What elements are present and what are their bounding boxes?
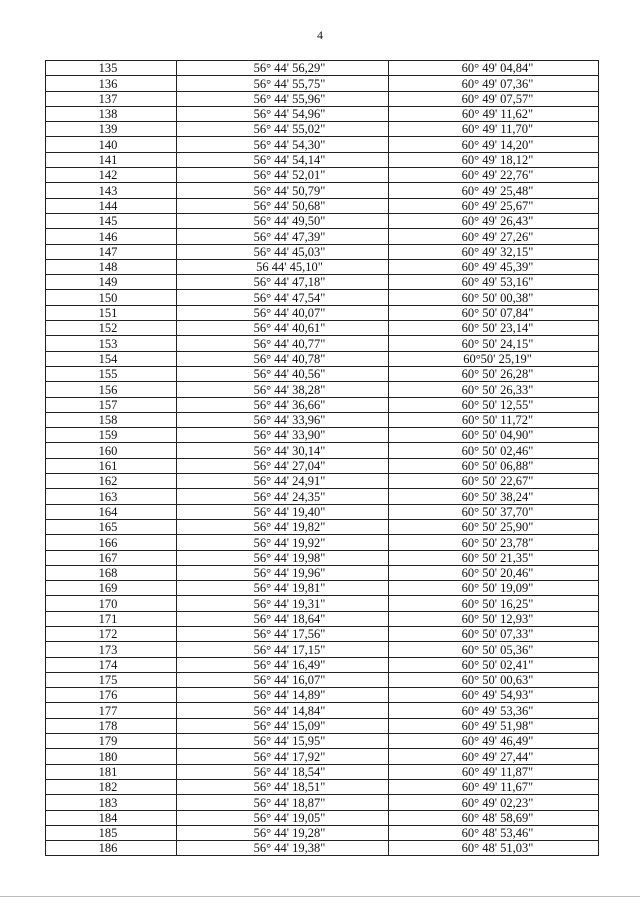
table-row [46, 428, 599, 443]
table-row [46, 596, 599, 611]
longitude-cell: 60° 49' 14,20" [389, 137, 599, 152]
latitude-cell: 56° 44' 16,07" [177, 672, 389, 687]
latitude-cell: 56° 44' 54,14" [177, 152, 389, 167]
latitude-cell: 56° 44' 24,35" [177, 489, 389, 504]
point-number-cell: 154 [46, 351, 177, 366]
point-number-cell: 163 [46, 489, 177, 504]
latitude-cell: 56° 44' 47,18" [177, 275, 389, 290]
latitude-cell: 56° 44' 50,68" [177, 198, 389, 213]
table-row [46, 642, 599, 657]
latitude-cell: 56° 44' 40,07" [177, 305, 389, 320]
table-row [46, 290, 599, 305]
longitude-cell: 60° 50' 12,55" [389, 397, 599, 412]
longitude-cell: 60° 50' 07,84" [389, 305, 599, 320]
longitude-cell: 60° 49' 11,87" [389, 764, 599, 779]
table-row [46, 397, 599, 412]
latitude-cell: 56° 44' 14,84" [177, 703, 389, 718]
longitude-cell: 60° 50' 06,88" [389, 458, 599, 473]
table-row [46, 443, 599, 458]
latitude-cell: 56° 44' 27,04" [177, 458, 389, 473]
latitude-cell: 56° 44' 30,14" [177, 443, 389, 458]
table-row [46, 703, 599, 718]
table-row [46, 734, 599, 749]
table-row [46, 152, 599, 167]
longitude-cell: 60° 50' 20,46" [389, 565, 599, 580]
longitude-cell: 60° 50' 26,28" [389, 366, 599, 381]
point-number-cell: 170 [46, 596, 177, 611]
table-row [46, 672, 599, 687]
longitude-cell: 60° 50' 16,25" [389, 596, 599, 611]
point-number-cell: 169 [46, 581, 177, 596]
table-row [46, 137, 599, 152]
point-number-cell: 179 [46, 734, 177, 749]
latitude-cell: 56° 44' 19,81" [177, 581, 389, 596]
latitude-cell: 56° 44' 19,38" [177, 841, 389, 856]
latitude-cell: 56° 44' 14,89" [177, 688, 389, 703]
point-number-cell: 176 [46, 688, 177, 703]
point-number-cell: 165 [46, 519, 177, 534]
table-row [46, 718, 599, 733]
longitude-cell: 60° 49' 53,16" [389, 275, 599, 290]
latitude-cell: 56° 44' 50,79" [177, 183, 389, 198]
latitude-cell: 56° 44' 15,95" [177, 734, 389, 749]
point-number-cell: 172 [46, 626, 177, 641]
point-number-cell: 155 [46, 366, 177, 381]
point-number-cell: 144 [46, 198, 177, 213]
latitude-cell: 56° 44' 17,56" [177, 626, 389, 641]
point-number-cell: 160 [46, 443, 177, 458]
latitude-cell: 56° 44' 15,09" [177, 718, 389, 733]
latitude-cell: 56° 44' 18,51" [177, 779, 389, 794]
table-row [46, 550, 599, 565]
table-row [46, 795, 599, 810]
table-row [46, 122, 599, 137]
latitude-cell: 56° 44' 17,92" [177, 749, 389, 764]
table-row [46, 305, 599, 320]
latitude-cell: 56° 44' 55,96" [177, 91, 389, 106]
point-number-cell: 162 [46, 474, 177, 489]
latitude-cell: 56° 44' 47,39" [177, 229, 389, 244]
longitude-cell: 60° 50' 00,63" [389, 672, 599, 687]
page-number: 4 [317, 28, 323, 42]
point-number-cell: 148 [46, 259, 177, 274]
longitude-cell: 60° 49' 07,36" [389, 76, 599, 91]
longitude-cell: 60° 49' 53,36" [389, 703, 599, 718]
point-number-cell: 173 [46, 642, 177, 657]
longitude-cell: 60° 50' 19,09" [389, 581, 599, 596]
latitude-cell: 56° 44' 40,61" [177, 321, 389, 336]
longitude-cell: 60° 48' 51,03" [389, 841, 599, 856]
table-row [46, 61, 599, 76]
longitude-cell: 60° 49' 25,67" [389, 198, 599, 213]
longitude-cell: 60° 49' 25,48" [389, 183, 599, 198]
latitude-cell: 56° 44' 19,92" [177, 535, 389, 550]
table-row [46, 474, 599, 489]
point-number-cell: 166 [46, 535, 177, 550]
point-number-cell: 180 [46, 749, 177, 764]
longitude-cell: 60° 50' 37,70" [389, 504, 599, 519]
table-row [46, 764, 599, 779]
longitude-cell: 60° 50' 22,67" [389, 474, 599, 489]
table-row [46, 168, 599, 183]
longitude-cell: 60° 50' 07,33" [389, 626, 599, 641]
longitude-cell: 60° 50' 26,33" [389, 382, 599, 397]
latitude-cell: 56° 44' 24,91" [177, 474, 389, 489]
longitude-cell: 60° 49' 22,76" [389, 168, 599, 183]
table-row [46, 535, 599, 550]
longitude-cell: 60° 49' 32,15" [389, 244, 599, 259]
point-number-cell: 137 [46, 91, 177, 106]
latitude-cell: 56° 44' 16,49" [177, 657, 389, 672]
table-row [46, 688, 599, 703]
longitude-cell: 60° 50' 24,15" [389, 336, 599, 351]
longitude-cell: 60° 50' 21,35" [389, 550, 599, 565]
latitude-cell: 56° 44' 19,96" [177, 565, 389, 580]
table-row [46, 229, 599, 244]
latitude-cell: 56° 44' 54,30" [177, 137, 389, 152]
table-row [46, 351, 599, 366]
point-number-cell: 175 [46, 672, 177, 687]
point-number-cell: 168 [46, 565, 177, 580]
longitude-cell: 60° 50' 00,38" [389, 290, 599, 305]
point-number-cell: 181 [46, 764, 177, 779]
point-number-cell: 171 [46, 611, 177, 626]
table-row [46, 336, 599, 351]
point-number-cell: 186 [46, 841, 177, 856]
point-number-cell: 183 [46, 795, 177, 810]
latitude-cell: 56° 44' 18,87" [177, 795, 389, 810]
point-number-cell: 135 [46, 61, 177, 76]
latitude-cell: 56° 44' 49,50" [177, 213, 389, 228]
point-number-cell: 145 [46, 213, 177, 228]
point-number-cell: 152 [46, 321, 177, 336]
table-row [46, 458, 599, 473]
longitude-cell: 60° 49' 51,98" [389, 718, 599, 733]
table-row [46, 519, 599, 534]
latitude-cell: 56° 44' 38,28" [177, 382, 389, 397]
longitude-cell: 60° 49' 27,44" [389, 749, 599, 764]
latitude-cell: 56° 44' 19,82" [177, 519, 389, 534]
table-row [46, 198, 599, 213]
longitude-cell: 60° 50' 11,72" [389, 412, 599, 427]
longitude-cell: 60° 50' 02,41" [389, 657, 599, 672]
latitude-cell: 56° 44' 33,96" [177, 412, 389, 427]
point-number-cell: 143 [46, 183, 177, 198]
latitude-cell: 56° 44' 52,01" [177, 168, 389, 183]
longitude-cell: 60° 49' 18,12" [389, 152, 599, 167]
longitude-cell: 60° 49' 02,23" [389, 795, 599, 810]
latitude-cell: 56° 44' 47,54" [177, 290, 389, 305]
longitude-cell: 60° 50' 23,78" [389, 535, 599, 550]
table-row [46, 321, 599, 336]
longitude-cell: 60°50' 25,19" [389, 351, 599, 366]
table-row [46, 106, 599, 121]
table-row [46, 841, 599, 856]
table-row [46, 412, 599, 427]
point-number-cell: 142 [46, 168, 177, 183]
table-row [46, 626, 599, 641]
longitude-cell: 60° 49' 04,84" [389, 61, 599, 76]
point-number-cell: 147 [46, 244, 177, 259]
table-row [46, 504, 599, 519]
table-row [46, 581, 599, 596]
latitude-cell: 56° 44' 40,56" [177, 366, 389, 381]
table-row [46, 489, 599, 504]
point-number-cell: 151 [46, 305, 177, 320]
table-row [46, 825, 599, 840]
point-number-cell: 157 [46, 397, 177, 412]
latitude-cell: 56° 44' 18,54" [177, 764, 389, 779]
longitude-cell: 60° 49' 46,49" [389, 734, 599, 749]
longitude-cell: 60° 49' 45,39" [389, 259, 599, 274]
point-number-cell: 167 [46, 550, 177, 565]
table-row [46, 213, 599, 228]
latitude-cell: 56 44' 45,10" [177, 259, 389, 274]
latitude-cell: 56° 44' 45,03" [177, 244, 389, 259]
table-row [46, 366, 599, 381]
latitude-cell: 56° 44' 19,40" [177, 504, 389, 519]
latitude-cell: 56° 44' 55,02" [177, 122, 389, 137]
table-row [46, 779, 599, 794]
table-row [46, 76, 599, 91]
point-number-cell: 140 [46, 137, 177, 152]
table-row [46, 275, 599, 290]
point-number-cell: 146 [46, 229, 177, 244]
longitude-cell: 60° 49' 07,57" [389, 91, 599, 106]
table-row [46, 183, 599, 198]
table-row [46, 565, 599, 580]
point-number-cell: 185 [46, 825, 177, 840]
point-number-cell: 138 [46, 106, 177, 121]
latitude-cell: 56° 44' 17,15" [177, 642, 389, 657]
longitude-cell: 60° 50' 04,90" [389, 428, 599, 443]
table-row [46, 749, 599, 764]
table-row [46, 611, 599, 626]
page-bottom-divider [0, 896, 640, 897]
point-number-cell: 141 [46, 152, 177, 167]
latitude-cell: 56° 44' 19,05" [177, 810, 389, 825]
longitude-cell: 60° 50' 38,24" [389, 489, 599, 504]
latitude-cell: 56° 44' 54,96" [177, 106, 389, 121]
latitude-cell: 56° 44' 18,64" [177, 611, 389, 626]
longitude-cell: 60° 49' 11,67" [389, 779, 599, 794]
longitude-cell: 60° 49' 26,43" [389, 213, 599, 228]
latitude-cell: 56° 44' 40,77" [177, 336, 389, 351]
point-number-cell: 139 [46, 122, 177, 137]
longitude-cell: 60° 49' 54,93" [389, 688, 599, 703]
point-number-cell: 184 [46, 810, 177, 825]
table-row [46, 259, 599, 274]
latitude-cell: 56° 44' 55,75" [177, 76, 389, 91]
table-row [46, 91, 599, 106]
point-number-cell: 149 [46, 275, 177, 290]
longitude-cell: 60° 50' 23,14" [389, 321, 599, 336]
point-number-cell: 177 [46, 703, 177, 718]
table-row [46, 810, 599, 825]
point-number-cell: 136 [46, 76, 177, 91]
point-number-cell: 178 [46, 718, 177, 733]
point-number-cell: 153 [46, 336, 177, 351]
coordinates-table [45, 60, 599, 856]
longitude-cell: 60° 48' 58,69" [389, 810, 599, 825]
latitude-cell: 56° 44' 36,66" [177, 397, 389, 412]
latitude-cell: 56° 44' 19,28" [177, 825, 389, 840]
table-row [46, 244, 599, 259]
point-number-cell: 156 [46, 382, 177, 397]
longitude-cell: 60° 50' 05,36" [389, 642, 599, 657]
point-number-cell: 161 [46, 458, 177, 473]
longitude-cell: 60° 50' 02,46" [389, 443, 599, 458]
longitude-cell: 60° 50' 25,90" [389, 519, 599, 534]
longitude-cell: 60° 49' 27,26" [389, 229, 599, 244]
longitude-cell: 60° 50' 12,93" [389, 611, 599, 626]
point-number-cell: 174 [46, 657, 177, 672]
latitude-cell: 56° 44' 56,29" [177, 61, 389, 76]
table-row [46, 657, 599, 672]
latitude-cell: 56° 44' 40,78" [177, 351, 389, 366]
latitude-cell: 56° 44' 33,90" [177, 428, 389, 443]
longitude-cell: 60° 49' 11,62" [389, 106, 599, 121]
longitude-cell: 60° 49' 11,70" [389, 122, 599, 137]
latitude-cell: 56° 44' 19,31" [177, 596, 389, 611]
latitude-cell: 56° 44' 19,98" [177, 550, 389, 565]
point-number-cell: 182 [46, 779, 177, 794]
point-number-cell: 158 [46, 412, 177, 427]
point-number-cell: 159 [46, 428, 177, 443]
point-number-cell: 164 [46, 504, 177, 519]
table-row [46, 382, 599, 397]
coordinates-table-body [46, 61, 599, 856]
longitude-cell: 60° 48' 53,46" [389, 825, 599, 840]
point-number-cell: 150 [46, 290, 177, 305]
